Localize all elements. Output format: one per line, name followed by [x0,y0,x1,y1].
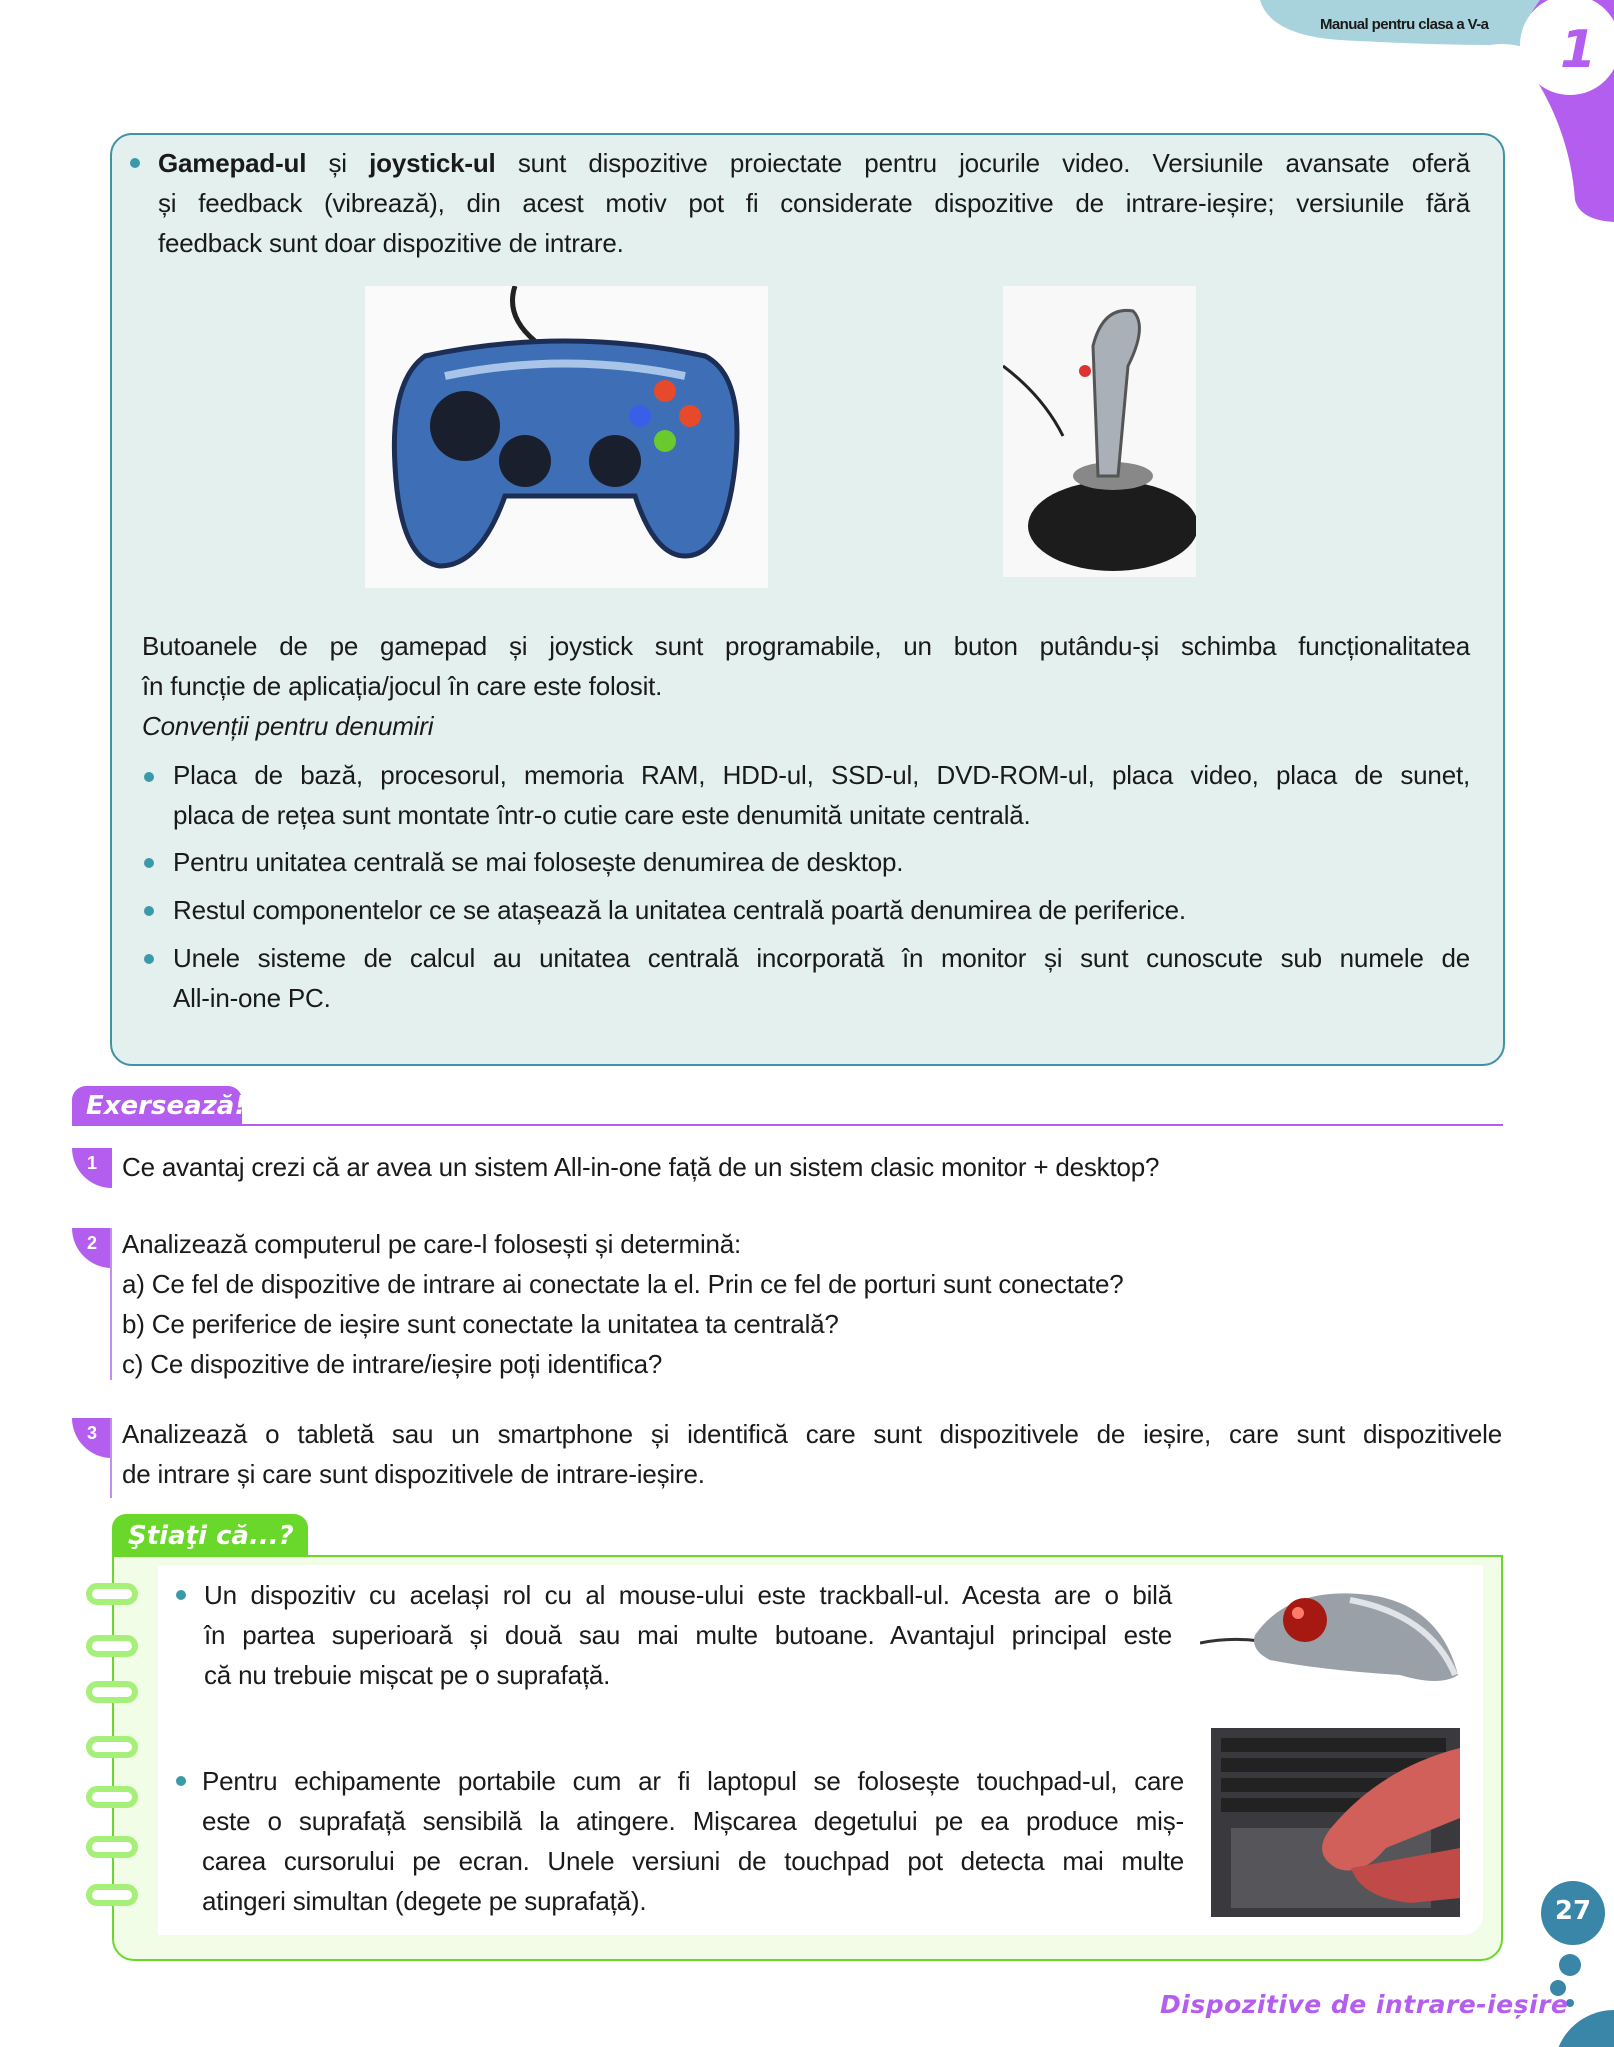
exercises-divider [72,1124,1503,1126]
exercise-1: Ce avantaj crezi că ar avea un sistem All-in-one față de un sistem clasic monitor + desktop? [122,1152,1160,1182]
info-bullet: Restul componentelor ce se atașează la unitatea centrală poartă denumirea de periferice. [173,895,1186,925]
chapter-title-footer: Dispozitive de intrare-ieșire [1160,1990,1569,2019]
trackball-text: Un dispozitiv cu același rol cu al mouse-ului este trackball-ul. Acesta are o bilă în partea superioară și două sau mai multe butoane. Avantajul principal este că nu trebuie mișcat pe o suprafață. [204,1580,1172,1690]
info-bullet: Pentru unitatea centrală se mai folosește denumirea de desktop. [173,847,904,877]
chapter-number: 1 [1560,20,1597,80]
joystick-image [1003,286,1196,577]
touchpad-text: Pentru echipamente portabile cum ar fi laptopul se folosește touchpad-ul, care este o suprafață sensibilă la atingere. Mișcarea degetului pe ea produce miș- carea cursorului pe ecran. Unele versiuni de touchpad pot detecta mai multe atingeri simultan (degete pe suprafață). [202,1766,1184,1916]
bullet-icon [176,1776,186,1786]
bullet-icon [176,1590,186,1600]
exercise-2: Analizează computerul pe care-l folosești și determină: a) Ce fel de dispozitive de intrare ai conectate la el. Prin ce fel de porturi sunt conectate? b) Ce periferice de ieșire sunt conectate la unitatea ta centrală? c) Ce dispozitive de intrare/ieșire poți identifica? [122,1229,1124,1379]
touchpad-image [1211,1728,1460,1917]
did-you-know-title: Ştiaţi că...? [112,1514,308,1558]
info-bullet: Placa de bază, procesorul, memoria RAM, HDD-ul, SSD-ul, DVD-ROM-ul, placa video, placa de sunet, placa de rețea sunt montate într-o cutie care este denumită unitate centrală. [173,760,1470,830]
exercise-number: 3 [72,1418,112,1458]
naming-subheading: Convenții pentru denumiri [142,711,434,741]
exercise-number: 1 [72,1148,112,1188]
trackball-image [1200,1575,1460,1695]
bullet-icon [144,906,154,916]
gamepad-image [365,286,768,588]
info-bullet: Unele sisteme de calcul au unitatea centrală incorporată în monitor și sunt cunoscute sub numele de All-in-one PC. [173,943,1470,1013]
exercise-bar [110,1228,112,1380]
exercise-3: Analizează o tabletă sau un smartphone și identifică care sunt dispozitivele de ieșire, care sunt dispozitivele de intrare și care sunt dispozitivele de intrare-ieșire. [122,1419,1502,1489]
bullet-icon [144,772,154,782]
programmable-paragraph: Butoanele de pe gamepad și joystick sunt programabile, un buton putându-și schimba funcționalitatea în funcție de aplicația/jocul în care este folosit. Convenții pentru denumiri [142,626,1470,746]
exercises-title: Exersează! [72,1086,242,1126]
book-title: Manual pentru clasa a V-a [1320,16,1489,33]
bullet-icon [144,858,154,868]
exercise-number: 2 [72,1228,112,1268]
bullet-icon [144,954,154,964]
gamepad-intro: Gamepad-ul și joystick-ul sunt dispozitive proiectate pentru jocurile video. Versiunile avansate oferă și feedback (vibrează), din acest motiv pot fi considerate dispozitive de intrare-ieșire; versiunile fără feedback sunt doar dispozitive de intrare. [158,148,1470,258]
exercise-bar [110,1418,112,1498]
page-number: 27 [1554,1896,1592,1926]
bullet-icon [130,158,140,168]
